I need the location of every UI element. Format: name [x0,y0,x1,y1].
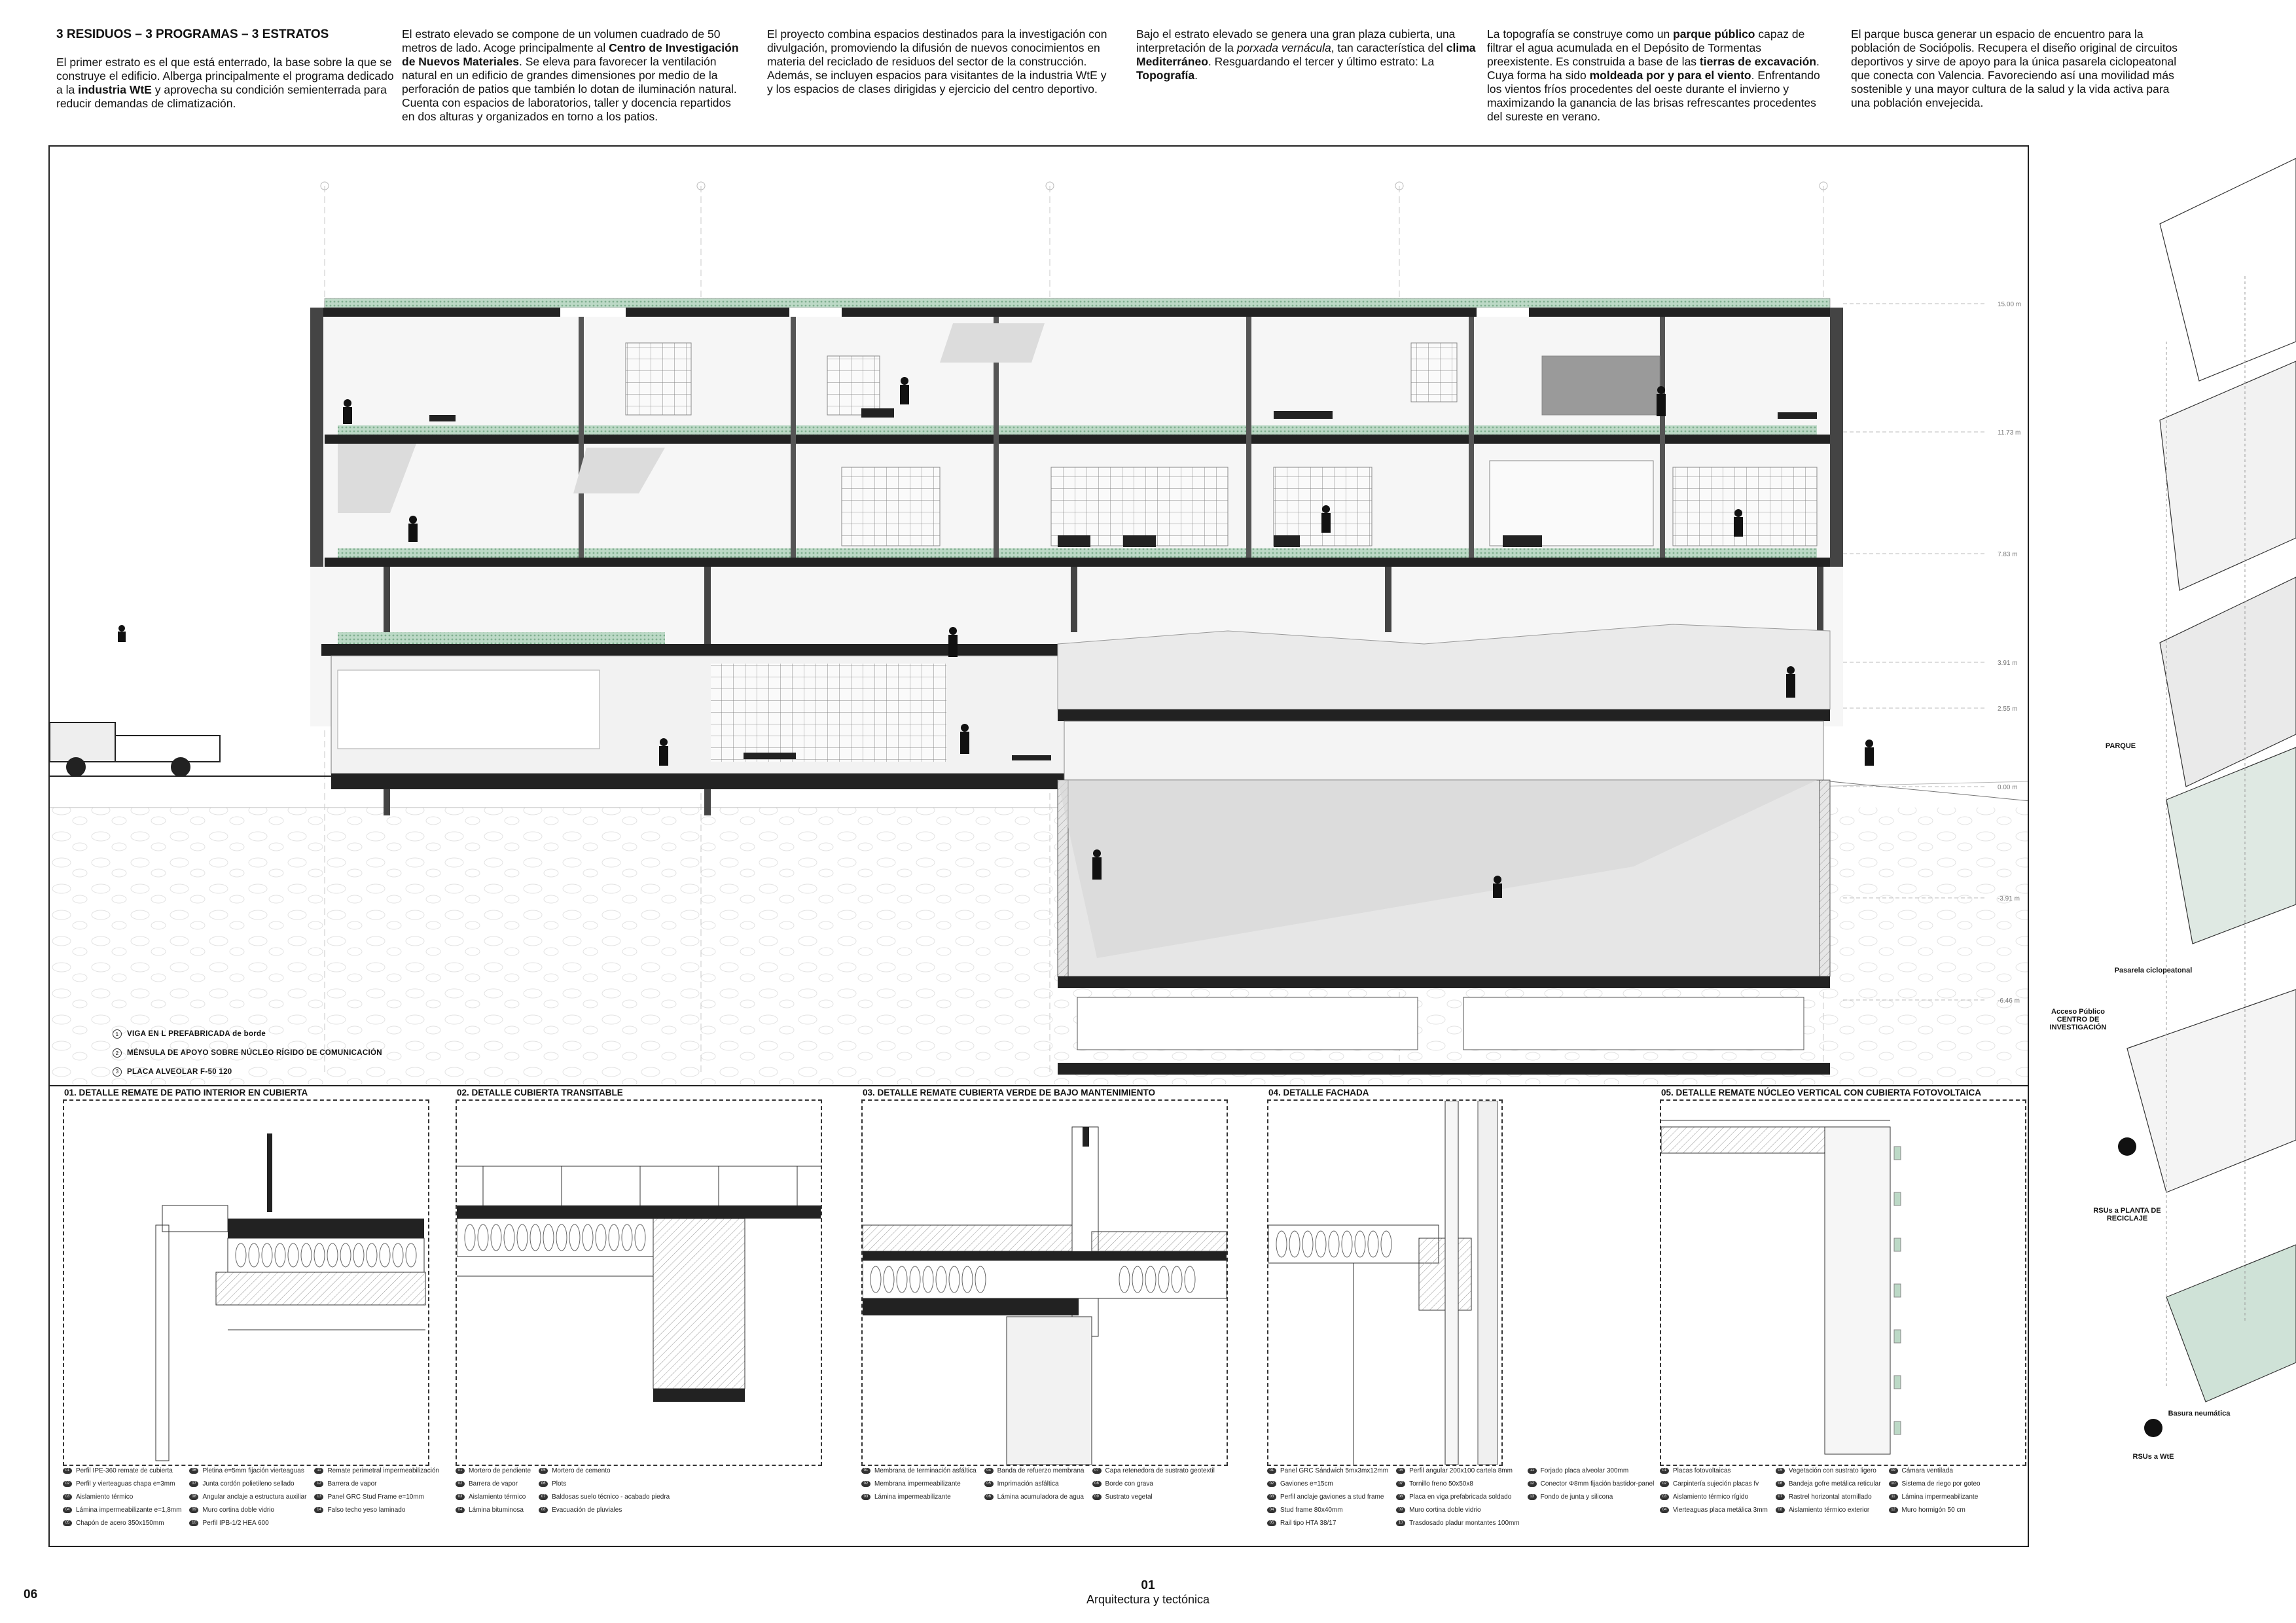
lower-left-volume [321,632,1107,789]
detail-legend-key: 01 [861,1468,870,1474]
detail-5-svg [1661,1101,2025,1465]
detail-3-legend [861,1467,1215,1501]
intro-title: 3 RESIDUOS – 3 PROGRAMAS – 3 ESTRATOS [56,27,329,41]
text-run: La topografía se construye como un [1487,27,1674,41]
text-run: El parque busca generar un espacio de encuentro para la población de Sociópolis. Recupera el diseño original de circuitos deportivos y sirve de apoyo para la única pasarela ciclopeatonal que conecta con Valencia. Favoreciendo así una movilidad más sostenible y una mayor cultura de la salud y la vida activa para una población envejecida. [1851,27,2178,109]
detail-legend-label: Junta cordón polietileno sellado [202,1480,295,1488]
detail-legend-label: Membrana impermeabilizante [874,1480,961,1488]
detail-legend-item [1776,1493,1881,1501]
text-run: . Enfrentando los vientos fríos procedentes del oeste durante el invierno y maximizando la ganancia de las brisas refrescantes procedentes del sureste en verano. [1487,69,1820,123]
detail-legend-item [189,1520,306,1527]
detail-legend-item [1889,1480,1981,1488]
detail-legend-label: Lámina impermeabilizante e=1,8mm [76,1507,182,1514]
text-run: . Cuya forma ha sido [1487,55,1820,82]
text-run: Bajo el estrato elevado se genera una gran plaza cubierta, una interpretación de la [1136,27,1456,54]
axonometric-svg [2036,145,2296,1547]
detail-legend-item [1660,1467,1768,1474]
detail-legend-key: 03 [1660,1494,1669,1500]
detail-legend-item [984,1480,1085,1488]
detail-legend-key: 10 [1889,1481,1898,1487]
detail-legend-item [539,1467,670,1474]
sheet-subtitle: Arquitectura y tectónica [1086,1593,1210,1606]
legend-label: PLACA ALVEOLAR F-50 120 [127,1067,232,1076]
level-label: 0.00 m [1998,784,2018,791]
detail-5-drawing [1660,1099,2026,1466]
detail-legend-item [1660,1480,1768,1488]
text-run: Centro de Investigación de Nuevos Materiales [402,41,739,68]
section-legend [113,1025,382,1086]
detail-2 [442,1086,848,1544]
detail-legend-label: Cámara ventilada [1901,1467,1953,1474]
detail-legend-label: Muro cortina doble vidrio [202,1507,274,1514]
detail-legend-label: Falso techo yeso laminado [327,1507,406,1514]
detail-legend-item [63,1520,181,1527]
detail-legend-item [1092,1480,1215,1488]
text-run: y aprovecha su condición semienterrada para reducir demandas de climatización. [56,83,387,110]
trash-bag-icons [2118,1137,2162,1437]
detail-legend-label: Muro hormigón 50 cm [1901,1507,1965,1514]
detail-legend-key: 07 [1396,1481,1405,1487]
detail-legend-item [539,1480,670,1488]
detail-legend-key: 07 [539,1494,548,1500]
text-run: tierras de excavación [1699,55,1816,68]
detail-legend-item [63,1507,181,1514]
intro-paragraph-6 [1851,27,2191,110]
detail-legend-key: 04 [456,1507,465,1513]
detail-legend-label: Gaviones e=15cm [1280,1480,1333,1488]
detail-legend-label: Panel GRC Sándwich 5mx3mx12mm [1280,1467,1389,1474]
detail-legend-item [984,1467,1085,1474]
detail-legend-item [1660,1493,1768,1501]
detail-legend-key: 03 [63,1494,72,1500]
detail-legend-key: 04 [1267,1507,1276,1513]
text-run: industria WtE [78,83,152,96]
detail-legend-label: Stud frame 80x40mm [1280,1507,1343,1514]
detail-legend-key: 01 [456,1468,465,1474]
detail-legend-key: 08 [189,1494,198,1500]
intro-column-4 [1136,27,1477,82]
detail-5-title: 05. DETALLE REMATE NÚCLEO VERTICAL CON CUBIERTA FOTOVOLTAICA [1661,1088,1982,1097]
detail-legend-key: 06 [1396,1468,1405,1474]
legend-item [113,1044,382,1063]
legend-number: 1 [113,1029,122,1039]
level-label: 2.55 m [1998,705,2018,713]
detail-legend-key: 12 [1889,1507,1898,1513]
detail-legend-item [456,1467,531,1474]
detail-4-legend [1267,1467,1654,1527]
detail-legend-key: 12 [314,1481,323,1487]
text-run: El primer estrato es el que está enterrado, la base sobre la que se construye el edificio. Alberga principalmente el programa dedicado a la [56,56,394,96]
intro-column-5 [1487,27,1827,124]
detail-legend-label: Angular anclaje a estructura auxiliar [202,1493,307,1501]
detail-legend-item [1092,1467,1215,1474]
detail-legend-key: 05 [1776,1468,1785,1474]
detail-legend-label: Placas fotovoltaicas [1673,1467,1731,1474]
detail-legend-item [861,1467,977,1474]
level-label: 7.83 m [1998,551,2018,558]
detail-5-legend [1660,1467,1981,1514]
detail-legend-label: Conector Φ8mm fijación bastidor-panel [1540,1480,1655,1488]
detail-legend-item [1889,1507,1981,1514]
level-label: 3.91 m [1998,660,2018,667]
detail-legend-item [539,1493,670,1501]
detail-legend-label: Perfil IPB-1/2 HEA 600 [202,1520,269,1527]
detail-legend-label: Mortero de cemento [552,1467,611,1474]
detail-legend-key: 06 [1776,1481,1785,1487]
detail-legend-key: 03 [1267,1494,1276,1500]
detail-legend-label: Sistema de riego por goteo [1901,1480,1981,1488]
legend-number: 2 [113,1048,122,1058]
detail-legend-item [984,1493,1085,1501]
detail-1 [50,1086,442,1544]
detail-legend-item [314,1507,439,1514]
detail-legend-item [539,1507,670,1514]
detail-2-svg [457,1101,821,1465]
detail-5 [1647,1086,2026,1544]
detail-legend-item [861,1493,977,1501]
detail-legend-key: 02 [63,1481,72,1487]
detail-legend-item [1267,1520,1388,1527]
detail-1-drawing [63,1099,429,1466]
detail-3-svg [863,1101,1227,1465]
intro-paragraph-1 [56,56,397,111]
detail-legend-label: Perfil y vierteaguas chapa e=3mm [76,1480,175,1488]
detail-legend-item [1396,1467,1520,1474]
level-label: -3.91 m [1998,895,2020,902]
detail-legend-key: 08 [1396,1494,1405,1500]
detail-legend-label: Mortero de pendiente [469,1467,531,1474]
detail-legend-label: Tornillo freno 50x50x8 [1409,1480,1473,1488]
detail-legend-label: Aislamiento térmico [469,1493,526,1501]
detail-legend-item [1528,1467,1655,1474]
text-run: , tan característica del [1331,41,1446,54]
axo-label-acceso: Acceso Público CENTRO DE INVESTIGACIÓN [2049,1008,2107,1031]
detail-legend-label: Aislamiento térmico exterior [1788,1507,1870,1514]
detail-legend-item [1267,1493,1388,1501]
detail-legend-key: 09 [189,1507,198,1513]
detail-legend-label: Remate perimetral impermeabilización [327,1467,440,1474]
intro-column-2 [402,27,742,124]
level-label: 11.73 m [1998,429,2021,437]
detail-legend-label: Borde con grava [1105,1480,1153,1488]
detail-legend-key: 03 [456,1494,465,1500]
detail-1-legend [63,1467,439,1527]
detail-legend-key: 04 [984,1468,994,1474]
text-run: parque público [1673,27,1755,41]
detail-legend-key: 11 [1528,1468,1537,1474]
detail-legend-key: 07 [189,1481,198,1487]
detail-legend-item [1776,1467,1881,1474]
text-run: capaz de filtrar el agua acumulada en el Depósito de Tormentas preexistente. Es construida a base de las [1487,27,1805,68]
detail-legend-label: Forjado placa alveolar 300mm [1540,1467,1629,1474]
text-run: . Se eleva para favorecer la ventilación natural en un edificio de grandes dimensiones por medio de la perforación de patios que también lo dotan de iluminación natural. Cuenta con espacios de laboratorios, taller y docencia repartidos en dos alturas y organizados en torno a los patios. [402,55,737,123]
text-run: . Resguardando el tercer y último estrato: La [1208,55,1435,68]
detail-legend-item [1092,1493,1215,1501]
detail-4-drawing [1267,1099,1503,1466]
detail-legend-item [63,1480,181,1488]
detail-legend-label: Aislamiento térmico [76,1493,134,1501]
detail-legend-label: Trasdosado pladur montantes 100mm [1409,1520,1520,1527]
detail-legend-key: 10 [1396,1520,1405,1526]
detail-legend-label: Imprimación asfáltica [997,1480,1059,1488]
detail-legend-label: Barrera de vapor [469,1480,518,1488]
sheet-number: 01 [1141,1578,1155,1592]
detail-legend-label: Perfil angular 200x100 cartela 8mm [1409,1467,1513,1474]
detail-legend-item [1396,1493,1520,1501]
construction-details [48,1085,2029,1547]
detail-legend-key: 14 [314,1507,323,1513]
legend-label: VIGA EN L PREFABRICADA de borde [127,1030,266,1039]
detail-legend-key: 03 [861,1494,870,1500]
detail-legend-item [1267,1507,1388,1514]
detail-2-legend [456,1467,670,1514]
detail-legend-key: 05 [539,1468,548,1474]
intro-paragraph-5 [1487,27,1827,124]
axo-label-rsu-planta: RSUs a PLANTA DE RECICLAJE [2093,1207,2161,1222]
detail-legend-item [1889,1467,1981,1474]
detail-legend-item [861,1480,977,1488]
detail-3 [848,1086,1254,1544]
legend-item [113,1063,382,1082]
detail-legend-key: 08 [1092,1481,1102,1487]
detail-legend-item [189,1493,306,1501]
detail-legend-item [189,1507,306,1514]
axo-label-pasarela: Pasarela ciclopeatonal [2114,967,2193,974]
detail-legend-label: Fondo de junta y silicona [1540,1493,1613,1501]
detail-legend-item [1776,1480,1881,1488]
detail-legend-key: 08 [539,1507,548,1513]
detail-legend-key: 01 [1660,1468,1669,1474]
detail-legend-key: 07 [1776,1494,1785,1500]
detail-legend-label: Lámina acumuladora de agua [997,1493,1084,1501]
intro-column-6 [1851,27,2191,110]
legend-item [113,1025,382,1044]
detail-legend-label: Vegetación con sustrato ligero [1788,1467,1876,1474]
detail-legend-label: Aislamiento térmico rígido [1673,1493,1749,1501]
detail-legend-item [1267,1467,1388,1474]
detail-legend-label: Perfil anclaje gaviones a stud frame [1280,1493,1384,1501]
detail-legend-label: Bandeja gofre metálica reticular [1788,1480,1881,1488]
detail-legend-item [1396,1520,1520,1527]
detail-legend-label: Muro cortina doble vidrio [1409,1507,1481,1514]
detail-4 [1254,1086,1655,1544]
detail-legend-item [1889,1493,1981,1501]
intro-paragraph-2 [402,27,742,124]
detail-legend-label: Banda de refuerzo membrana [997,1467,1085,1474]
detail-legend-label: Panel GRC Stud Frame e=10mm [327,1493,425,1501]
intro-paragraph-3 [767,27,1107,96]
detail-legend-key: 12 [1528,1481,1537,1487]
detail-legend-key: 09 [1889,1468,1898,1474]
detail-legend-item [456,1507,531,1514]
text-run: porxada vernácula [1236,41,1331,54]
detail-3-drawing [861,1099,1228,1466]
detail-legend-key: 04 [1660,1507,1669,1513]
detail-legend-label: Plots [552,1480,567,1488]
building-section [48,145,2029,1086]
text-run: Topografía [1136,69,1195,82]
detail-legend-label: Membrana de terminación asfáltica [874,1467,977,1474]
detail-legend-label: Vierteaguas placa metálica 3mm [1673,1507,1768,1514]
detail-legend-item [1528,1493,1655,1501]
text-run: El proyecto combina espacios destinados para la investigación con divulgación, promoviendo la difusión de nuevos conocimientos en materia del reciclado de residuos del sector de la construcción. Además, se incluyen espacios para visitantes de la industria WtE y y los espacios de clases dirigidas y ejercicio del centro deportivo. [767,27,1107,96]
detail-1-svg [64,1101,428,1465]
detail-legend-key: 04 [63,1507,72,1513]
detail-legend-item [63,1493,181,1501]
intro-paragraph-4 [1136,27,1477,82]
detail-legend-label: Perfil IPE-360 remate de cubierta [76,1467,173,1474]
detail-4-title: 04. DETALLE FACHADA [1268,1088,1369,1097]
detail-legend-label: Chapón de acero 350x150mm [76,1520,164,1527]
detail-legend-key: 05 [1267,1520,1276,1526]
legend-label: MÉNSULA DE APOYO SOBRE NÚCLEO RÍGIDO DE COMUNICACIÓN [127,1049,382,1058]
detail-legend-key: 13 [314,1494,323,1500]
detail-1-title: 01. DETALLE REMATE DE PATIO INTERIOR EN CUBIERTA [64,1088,308,1097]
detail-legend-item [1660,1507,1768,1514]
text-run: . [1194,69,1198,82]
detail-legend-key: 10 [189,1520,198,1526]
detail-legend-label: Lámina impermeabilizante [874,1493,951,1501]
detail-legend-label: Barrera de vapor [327,1480,377,1488]
text-run: moldeada por y para el viento [1589,69,1751,82]
intro-column-3 [767,27,1107,96]
axo-label-parque: PARQUE [2105,742,2136,750]
intro-column-1 [56,27,397,111]
section-drawing [50,147,2029,1086]
detail-legend-item [1776,1507,1881,1514]
detail-legend-key: 07 [1092,1468,1102,1474]
detail-legend-key: 08 [1776,1507,1785,1513]
detail-legend-item [314,1467,439,1474]
level-label: -6.46 m [1998,997,2020,1005]
level-label: 15.00 m [1998,301,2022,308]
detail-legend-key: 05 [984,1481,994,1487]
detail-legend-item [1267,1480,1388,1488]
detail-legend-key: 01 [1267,1468,1276,1474]
detail-legend-label: Rail tipo HTA 38/17 [1280,1520,1336,1527]
axonometric-view [2036,145,2296,1547]
detail-legend-item [456,1480,531,1488]
detail-legend-item [314,1493,439,1501]
legend-number: 3 [113,1067,122,1077]
detail-legend-item [63,1467,181,1474]
detail-legend-key: 09 [1396,1507,1405,1513]
detail-legend-key: 11 [1889,1494,1898,1500]
detail-legend-key: 06 [189,1468,198,1474]
detail-legend-key: 11 [314,1468,323,1474]
detail-legend-key: 05 [63,1520,72,1526]
detail-legend-key: 13 [1528,1494,1537,1500]
detail-legend-label: Baldosas suelo técnico - acabado piedra [552,1493,670,1501]
text-run: El estrato elevado se compone de un volumen cuadrado de 50 metros de lado. Acoge principalmente al [402,27,721,54]
detail-legend-label: Lámina impermeabilizante [1901,1493,1979,1501]
truck [50,722,220,776]
detail-legend-item [189,1480,306,1488]
detail-legend-item [1528,1480,1655,1488]
detail-legend-item [189,1467,306,1474]
detail-legend-key: 02 [1267,1481,1276,1487]
text-run: clima Mediterráneo [1136,41,1476,68]
detail-legend-key: 06 [984,1494,994,1500]
detail-2-drawing [456,1099,822,1466]
detail-3-title: 03. DETALLE REMATE CUBIERTA VERDE DE BAJO MANTENIMIENTO [863,1088,1156,1097]
axo-label-basura: Basura neumática [2168,1410,2231,1418]
detail-legend-label: Capa retenedora de sustrato geotextil [1105,1467,1215,1474]
detail-legend-label: Placa en viga prefabricada soldado [1409,1493,1512,1501]
detail-legend-item [456,1493,531,1501]
detail-legend-label: Evacuación de pluviales [552,1507,622,1514]
detail-legend-item [1396,1480,1520,1488]
detail-legend-key: 02 [861,1481,870,1487]
detail-legend-label: Sustrato vegetal [1105,1493,1153,1501]
detail-legend-label: Pletina e=5mm fijación vierteaguas [202,1467,304,1474]
axo-label-rsu-wte: RSUs a WtE [2132,1453,2174,1461]
detail-legend-item [314,1480,439,1488]
detail-legend-key: 02 [1660,1481,1669,1487]
detail-legend-key: 02 [456,1481,465,1487]
detail-legend-label: Rastrel horizontal atornillado [1788,1493,1872,1501]
detail-legend-key: 01 [63,1468,72,1474]
detail-legend-key: 06 [539,1481,548,1487]
page-number: 06 [24,1588,38,1601]
detail-legend-label: Lámina bituminosa [469,1507,524,1514]
detail-legend-label: Carpintería sujeción placas fv [1673,1480,1759,1488]
detail-legend-key: 09 [1092,1494,1102,1500]
detail-legend-item [1396,1507,1520,1514]
detail-4-svg [1268,1101,1501,1465]
detail-2-title: 02. DETALLE CUBIERTA TRANSITABLE [457,1088,623,1097]
